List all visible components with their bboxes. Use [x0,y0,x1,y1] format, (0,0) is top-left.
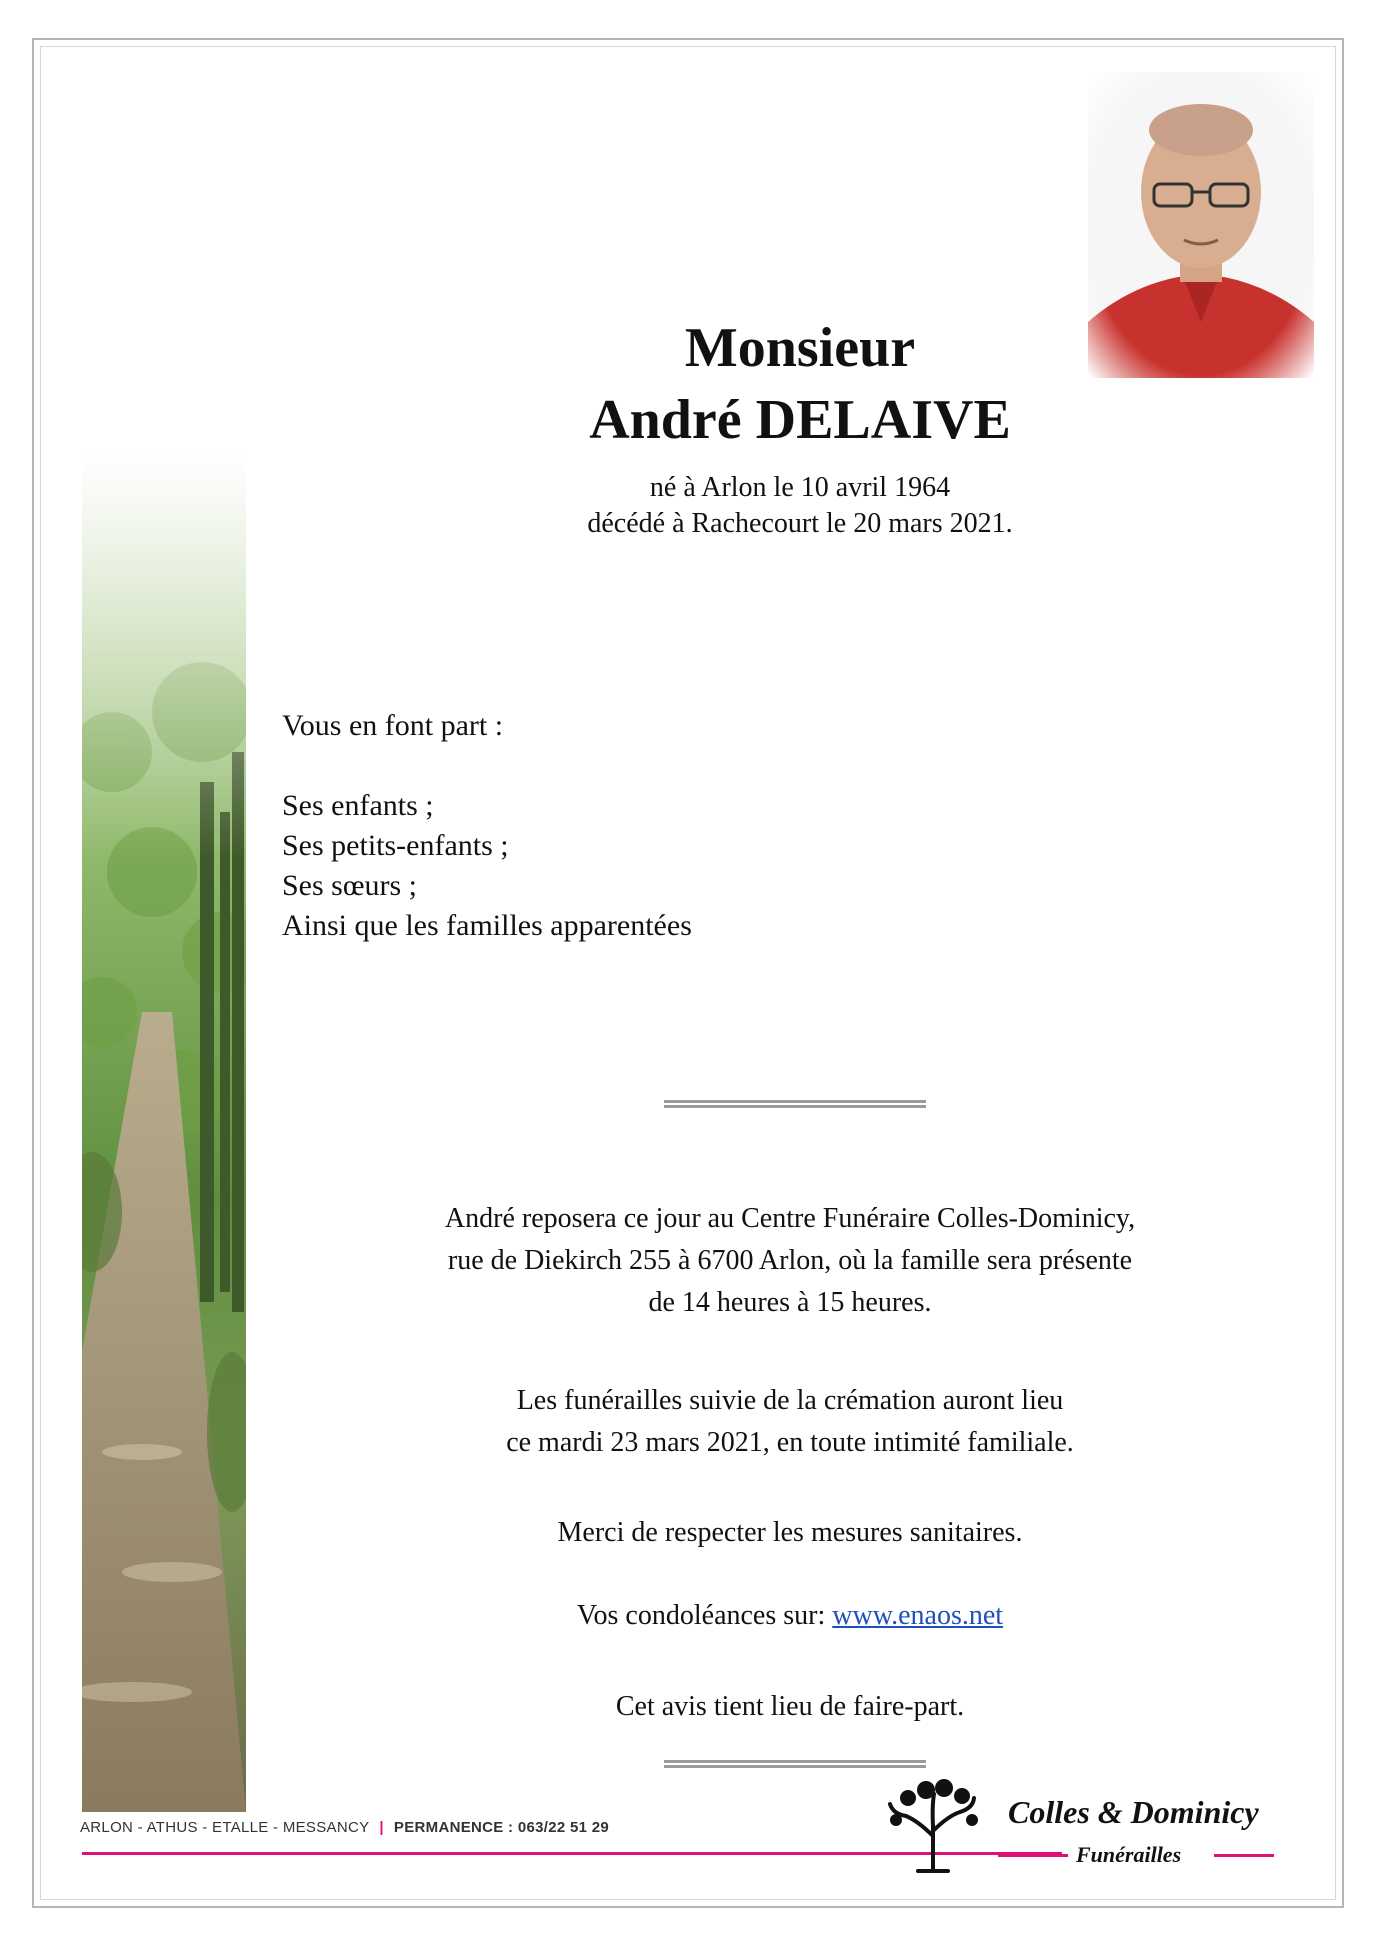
brand-logo [878,1776,1278,1886]
condolences-link[interactable]: www.enaos.net [832,1600,1004,1631]
condolences-label: Vos condoléances sur: [576,1600,833,1631]
family-member: Ses enfants ; [282,789,434,822]
family-announcement [282,706,692,946]
rest-line: André reposera ce jour au Centre Funéraire Colles-Dominicy, [444,1203,1136,1234]
rest-line: de 14 heures à 15 heures. [648,1287,932,1318]
rest-paragraph [290,1198,1290,1324]
family-member: Ainsi que les familles apparentées [282,909,692,942]
footer-permanence: PERMANENCE : 063/22 51 29 [393,1819,609,1836]
brand-name: Colles & Dominicy [1008,1794,1259,1830]
footer-separator: | [379,1819,384,1836]
family-member: Ses petits-enfants ; [282,829,509,862]
notice-text: Cet avis tient lieu de faire-part. [615,1691,965,1722]
health-measures-text: Merci de respecter les mesures sanitaires. [557,1517,1023,1548]
forest-path-image [82,452,246,1812]
birth-death-dates [300,470,1300,542]
double-rule-divider [664,1760,926,1768]
tree-icon [878,1776,988,1876]
condolences-line [290,1595,1290,1637]
family-member: Ses sœurs ; [282,869,418,902]
brand-subtitle: Funérailles [1076,1842,1182,1867]
brand-accent-line-left [998,1854,1068,1857]
footer-contact [80,1819,609,1836]
deceased-name: André DELAIVE [589,389,1011,451]
brand-accent-line-right [1214,1854,1274,1857]
birth-line: né à Arlon le 10 avril 1964 [649,472,951,503]
funeral-line: ce mardi 23 mars 2021, en toute intimité familiale. [506,1427,1074,1458]
title-honorific: Monsieur [684,317,916,379]
death-line: décédé à Rachecourt le 20 mars 2021. [587,508,1013,539]
funeral-line: Les funérailles suivie de la crémation auront lieu [516,1385,1064,1416]
family-intro: Vous en font part : [282,709,504,742]
footer-locations: ARLON - ATHUS - ETALLE - MESSANCY [80,1819,370,1836]
double-rule-divider [664,1100,926,1108]
rest-line: rue de Diekirch 255 à 6700 Arlon, où la famille sera présente [447,1245,1133,1276]
funeral-paragraph [290,1380,1290,1464]
